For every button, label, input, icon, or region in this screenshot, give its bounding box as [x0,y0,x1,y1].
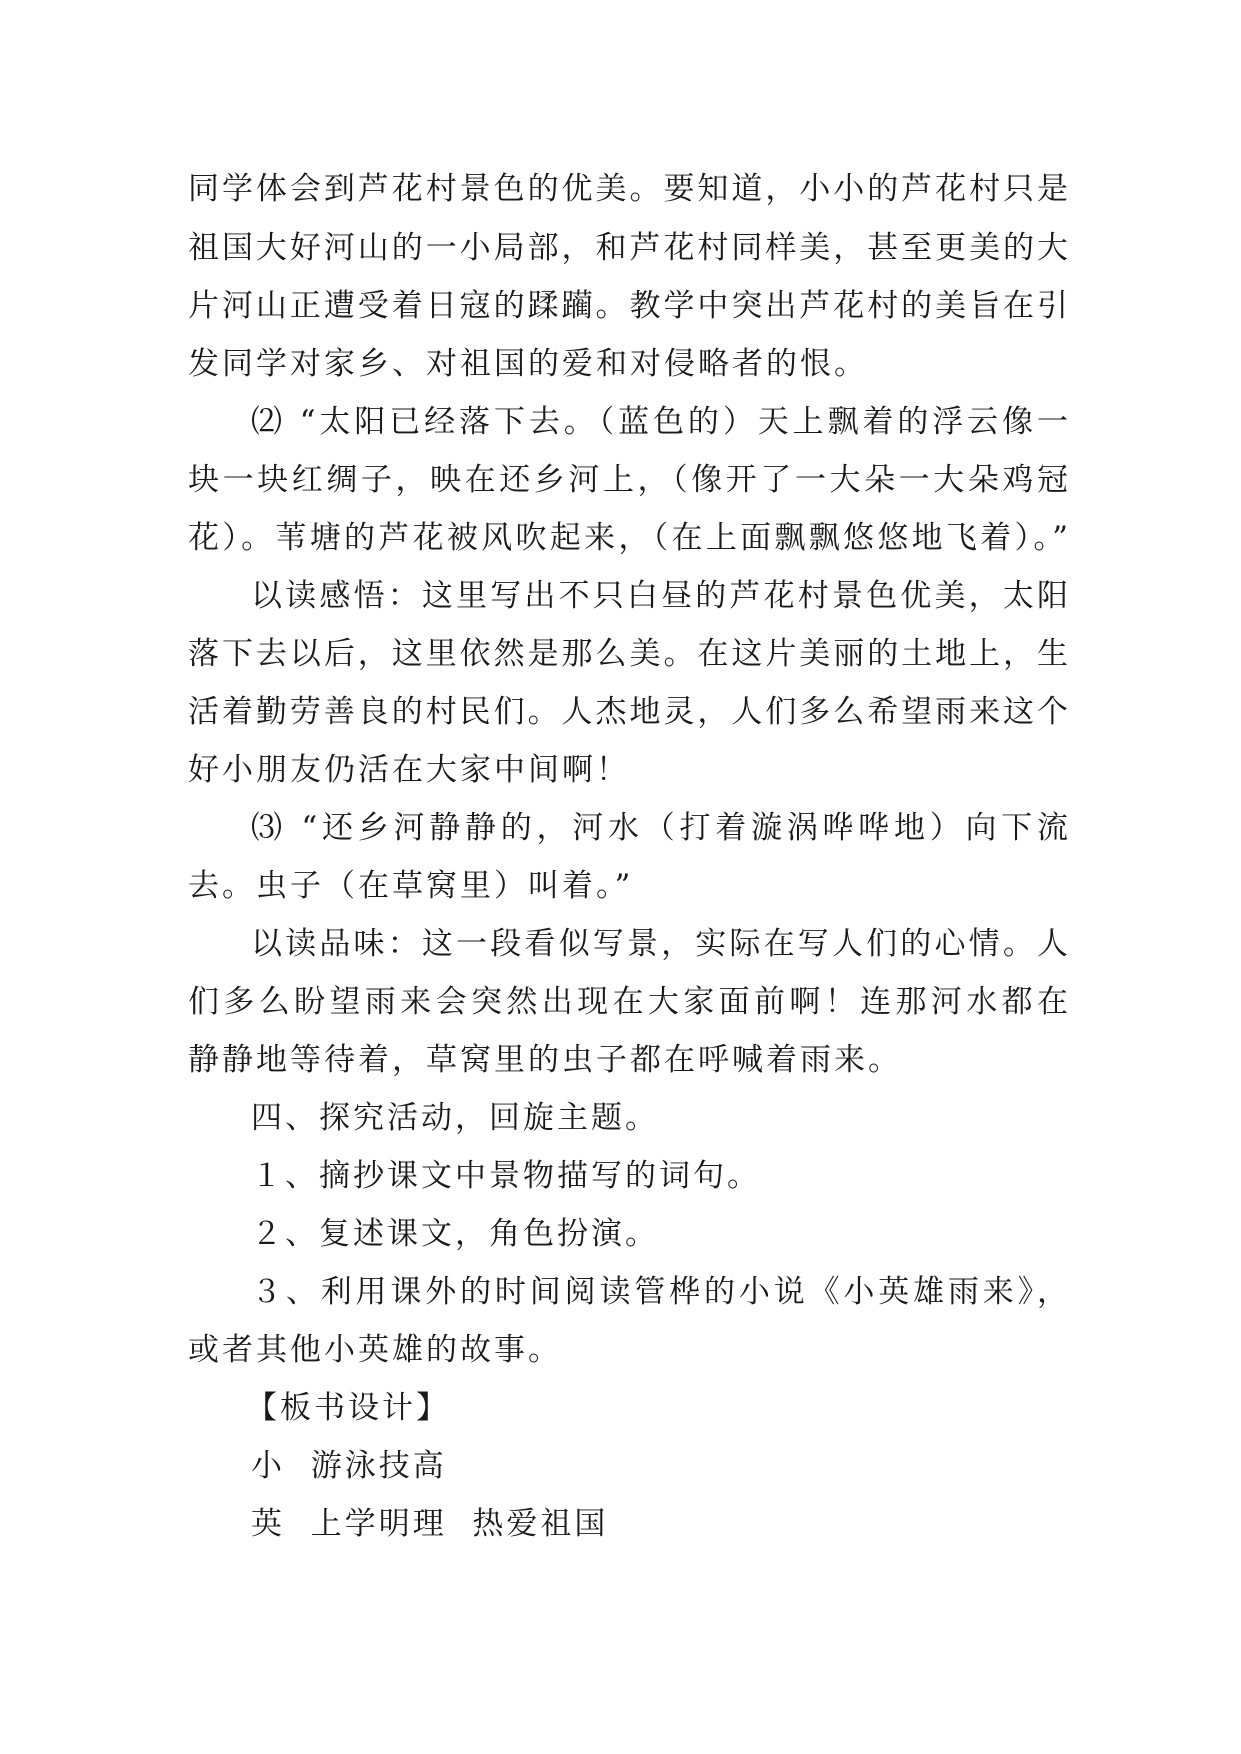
text-line: 好小朋友仍活在大家中间啊！ [188,752,630,788]
text-line: 以读品味：这一段看似写景，实际在写人们的心情。人 [251,926,1068,962]
text-line: ⑶ “还乡河静静的，河水（打着漩涡哗哗地）向下流 [251,810,1068,846]
board-design-heading: 【板书设计】 [246,1390,450,1426]
list-item: ３、利用课外的时间阅读管桦的小说《小英雄雨来》， [251,1274,1068,1310]
text-line: 片河山正遭受着日寇的蹂躏。教学中突出芦花村的美旨在引 [188,288,1068,324]
text-line: 祖国大好河山的一小局部，和芦花村同样美，甚至更美的大 [188,230,1068,266]
section-heading: 四、探究活动，回旋主题。 [251,1100,659,1136]
text-line: 花）。苇塘的芦花被风吹起来，（在上面飘飘悠悠地飞着）。” [188,520,1068,556]
text-line: 同学体会到芦花村景色的优美。要知道，小小的芦花村只是 [188,171,1068,207]
list-item: １、摘抄课文中景物描写的词句。 [251,1158,761,1194]
list-item: ２、复述课文，角色扮演。 [251,1216,659,1252]
text-line: 发同学对家乡、对祖国的爱和对侵略者的恨。 [188,346,868,382]
board-design-line: 英 上学明理 热爱祖国 [251,1506,609,1542]
text-line: 们多么盼望雨来会突然出现在大家面前啊！连那河水都在 [188,984,1068,1020]
text-line: 以读感悟：这里写出不只白昼的芦花村景色优美，太阳 [251,578,1068,614]
text-line: 落下去以后，这里依然是那么美。在这片美丽的土地上，生 [188,636,1068,672]
text-line: 或者其他小英雄的故事。 [188,1332,562,1368]
text-line: 活着勤劳善良的村民们。人杰地灵，人们多么希望雨来这个 [188,694,1068,730]
text-line: ⑵ “太阳已经落下去。（蓝色的）天上飘着的浮云像一 [251,404,1068,440]
text-line: 去。虫子（在草窝里）叫着。” [188,868,634,904]
text-line: 块一块红绸子，映在还乡河上，（像开了一大朵一大朵鸡冠 [188,462,1068,498]
board-design-line: 小 游泳技高 [251,1448,447,1484]
text-line: 静静地等待着，草窝里的虫子都在呼喊着雨来。 [188,1042,902,1078]
